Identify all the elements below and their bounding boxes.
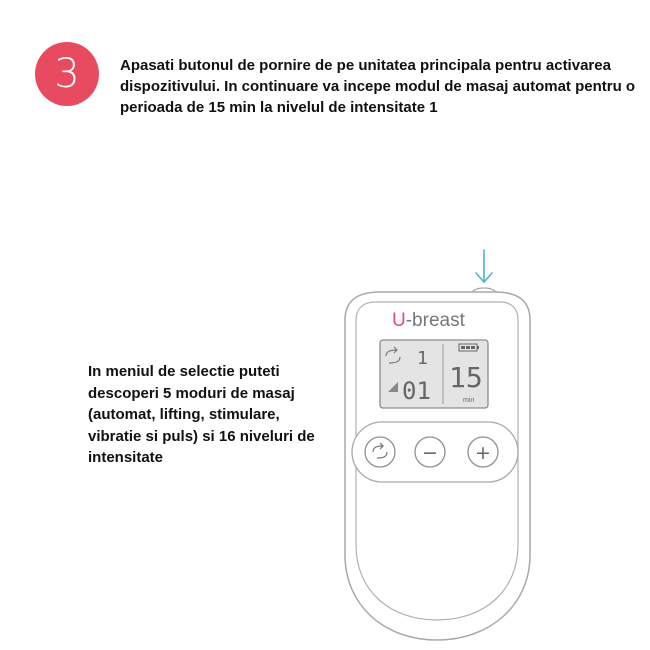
power-arrow-icon (476, 250, 492, 282)
step-number: 3 (54, 51, 80, 97)
minus-button[interactable] (415, 437, 445, 467)
lcd-timer-unit: min (463, 397, 475, 404)
brand-logo: U-breast (392, 310, 465, 331)
lcd-level: 01 (402, 377, 431, 405)
step-instruction-text: Apasati butonul de pornire de pe unitatea principala pentru activarea dispozitivului. In continuare va incepe modul de masaj automat pentru o perioada de 15 min la nivelul de intensitate 1 (120, 57, 636, 116)
lcd-timer: 15 (449, 361, 483, 394)
mode-button[interactable] (365, 437, 395, 467)
plus-icon: + (475, 442, 491, 464)
minus-icon: − (422, 442, 438, 464)
menu-selection-note: In meniul de selectie puteti descoperi 5 moduri de masaj (automat, lifting, stimulare, vibratie si puls) si 16 niveluri de intensitate (88, 363, 315, 466)
lcd-display (380, 340, 488, 408)
plus-button[interactable] (468, 437, 498, 467)
lcd-mode-bar: 1 (417, 348, 428, 369)
